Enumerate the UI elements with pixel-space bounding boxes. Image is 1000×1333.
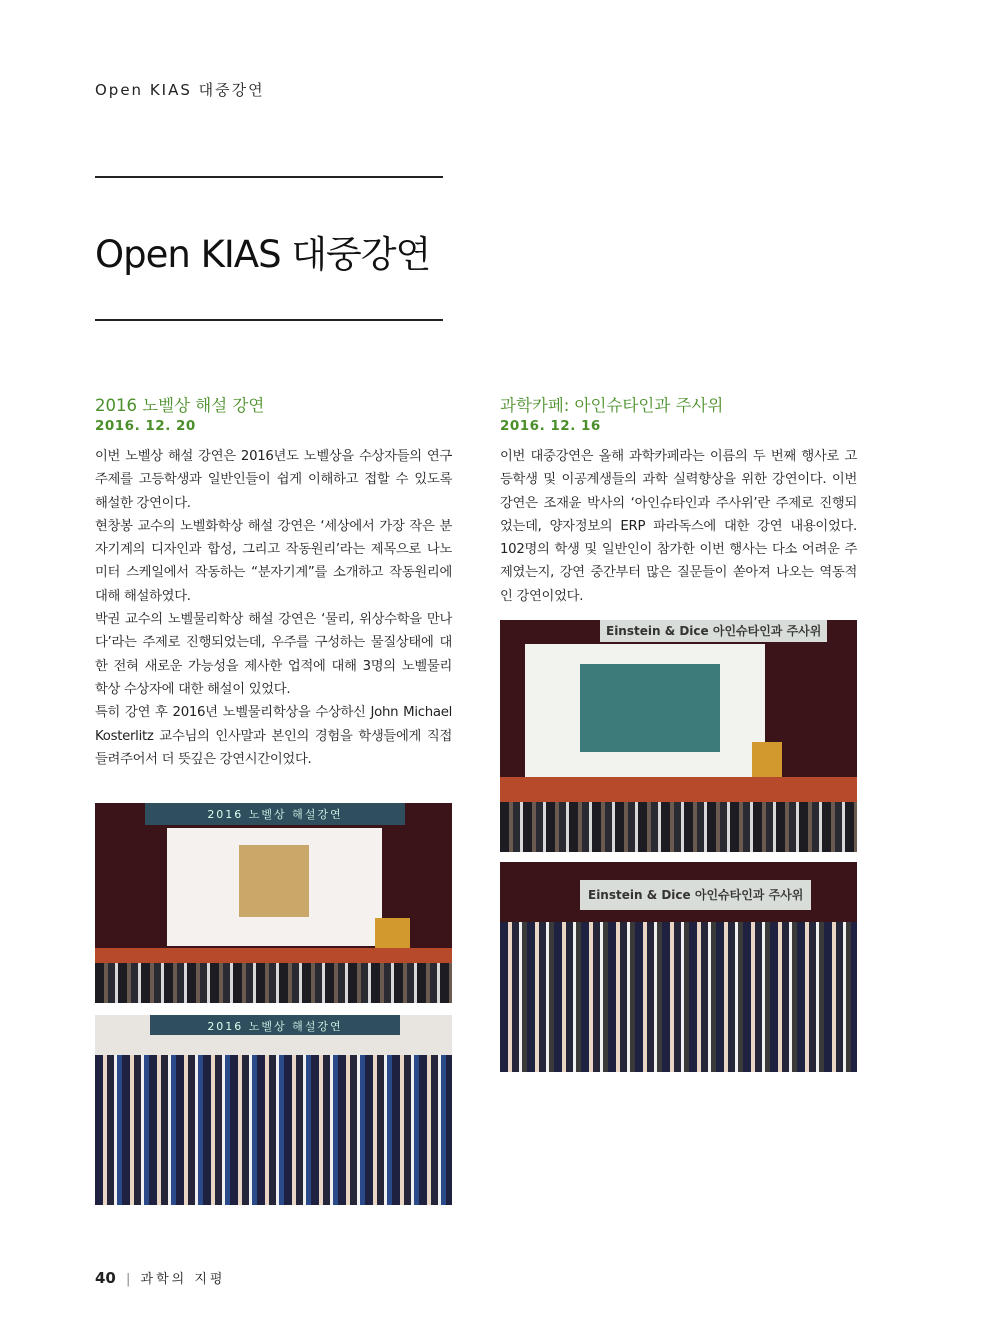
- divider: [95, 319, 443, 321]
- body-line: 102명의 학생 및 일반인이 참가한 이번 행사는 다소 어려운 주: [500, 542, 857, 558]
- body-line: 들려주어서 더 뜻깊은 강연시간이었다.: [95, 751, 312, 767]
- body-line: 학상 수상자에 대한 해설이 있었다.: [95, 681, 291, 697]
- photo-banner: Einstein & Dice 아인슈타인과 주사위: [580, 880, 811, 910]
- running-header: Open KIAS 대중강연: [95, 81, 265, 99]
- photo-banner: 2016 노벨상 해설강연: [145, 803, 405, 825]
- body-line: 주제를 고등학생과 일반인들이 쉽게 이해하고 접할 수 있도록: [95, 472, 452, 488]
- section-date: 2016. 12. 16: [500, 418, 601, 434]
- section-title: 과학카페: 아인슈타인과 주사위: [500, 396, 724, 415]
- body-line: 한 전혀 새로운 가능성을 제사한 업적에 대해 3명의 노벨물리: [95, 658, 452, 674]
- body-line: 인 강연이었다.: [500, 588, 584, 604]
- body-line: 대해 해설하였다.: [95, 588, 191, 604]
- section-body: [500, 445, 857, 608]
- body-line: 해설한 강연이다.: [95, 495, 191, 511]
- page-footer: [95, 1268, 225, 1287]
- body-line: 박권 교수의 노벨물리학상 해설 강연은 ‘물리, 위상수학을 만나: [95, 612, 452, 628]
- body-line: 제였는지, 강연 중간부터 많은 질문들이 쏟아져 나오는 역동적: [500, 565, 857, 581]
- projection-screen: [525, 644, 765, 780]
- body-line: 강연은 조재윤 박사의 ‘아인슈타인과 주사위’란 주제로 진행되: [500, 495, 857, 511]
- body-line: 미터 스케일에서 작동하는 “분자기계”를 소개하고 작동원리에: [95, 565, 452, 581]
- footer-separator: |: [126, 1272, 131, 1287]
- section-body: [95, 445, 452, 771]
- group-photo: [95, 1015, 452, 1205]
- section-title: 2016 노벨상 해설 강연: [95, 396, 265, 415]
- body-line: 현창봉 교수의 노벨화학상 해설 강연은 ‘세상에서 가장 작은 분: [95, 518, 452, 534]
- projection-screen: [167, 828, 382, 946]
- article-science-cafe: [500, 392, 857, 608]
- photo-banner: 2016 노벨상 해설강연: [150, 1015, 400, 1035]
- article-nobel-lecture: [95, 392, 452, 771]
- magazine-name: 과학의 지평: [140, 1272, 226, 1287]
- divider: [95, 176, 443, 178]
- body-line: 이번 대중강연은 올해 과학카페라는 이름의 두 번째 행사로 고: [500, 449, 857, 464]
- body-line: 이번 노벨상 해설 강연은 2016년도 노벨상을 수상자들의 연구: [95, 449, 452, 464]
- group-photo: [500, 862, 857, 1072]
- lecture-hall-photo: [500, 620, 857, 852]
- section-date: 2016. 12. 20: [95, 418, 196, 434]
- page-title: Open KIAS 대중강연: [95, 233, 431, 276]
- body-line: 특히 강연 후 2016년 노벨물리학상을 수상하신 John Michael: [95, 705, 452, 721]
- lecture-hall-photo: [95, 803, 452, 1003]
- page-number: 40: [95, 1269, 116, 1287]
- body-line: 다’라는 주제로 진행되었는데, 우주를 구성하는 물질상태에 대: [95, 635, 452, 651]
- body-line: 등학생 및 이공계생들의 과학 실력향상을 위한 강연이다. 이번: [500, 472, 857, 488]
- body-line: Kosterlitz 교수님의 인사말과 본인의 경험을 학생들에게 직접: [95, 728, 452, 744]
- body-line: 었는데, 양자정보의 ERP 파라독스에 대한 강연 내용이었다.: [500, 518, 857, 534]
- photo-banner: Einstein & Dice 아인슈타인과 주사위: [600, 620, 827, 642]
- body-line: 자기계의 디자인과 합성, 그리고 작동원리’라는 제목으로 나노: [95, 542, 452, 558]
